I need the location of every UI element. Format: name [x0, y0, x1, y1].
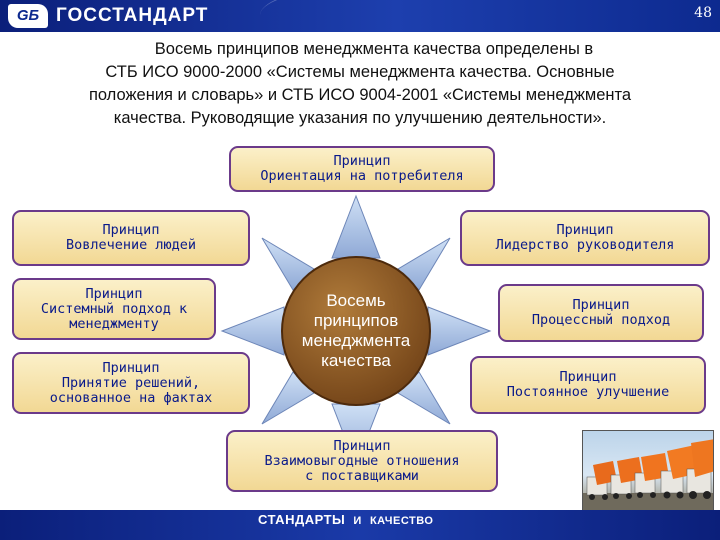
- principle-box-fact-based-decisions: [12, 352, 250, 414]
- principle-label: Принцип: [559, 369, 617, 385]
- org-name: ГОССТАНДАРТ: [56, 5, 209, 26]
- principle-label: Принцип: [556, 222, 614, 238]
- principle-box-leadership: [460, 210, 710, 266]
- center-line: качества: [321, 351, 391, 370]
- center-circle: [281, 256, 431, 406]
- footer-word: КАЧЕСТВО: [369, 515, 434, 527]
- principle-label: Принцип: [102, 222, 160, 238]
- ray-left: [222, 307, 284, 355]
- principle-box-continual-improvement: [470, 356, 706, 414]
- gosstandart-logo: GБ: [8, 4, 48, 28]
- principle-text: менеджменту: [69, 315, 159, 332]
- intro-line: Восемь принципов менеджмента качества определены в: [154, 40, 594, 58]
- ray-top: [332, 196, 380, 258]
- page-number: 48: [694, 5, 712, 21]
- principle-label: Принцип: [333, 153, 391, 169]
- intro-line: СТБ ИСО 9000-2000 «Системы менеджмента качества. Основные: [105, 63, 615, 81]
- principle-box-process-approach: [498, 284, 704, 342]
- center-line: принципов: [313, 311, 399, 330]
- principle-text: Системный подход к: [40, 300, 188, 317]
- principle-text: Взаимовыгодные отношения: [264, 452, 460, 469]
- principle-text: Вовлечение людей: [65, 237, 197, 253]
- principle-box-supplier-relations: [226, 430, 498, 492]
- principle-text: Постоянное улучшение: [506, 384, 670, 400]
- principle-label: Принцип: [102, 359, 160, 376]
- principle-box-involvement: [12, 210, 250, 266]
- principle-text: Ориентация на потребителя: [260, 168, 464, 184]
- footer-word: И: [353, 515, 362, 527]
- ray-right: [428, 307, 490, 355]
- principle-label: Принцип: [333, 437, 391, 454]
- principle-label: Принцип: [85, 285, 143, 302]
- principle-text: Принятие решений,: [61, 374, 201, 391]
- principle-box-system-approach: [12, 278, 216, 340]
- intro-line: качества. Руководящие указания по улучшению деятельности».: [113, 109, 607, 127]
- principle-text: Лидерство руководителя: [495, 237, 675, 253]
- principle-text: Процессный подход: [531, 312, 671, 328]
- intro-line: положения и словарь» и СТБ ИСО 9004-2001 «Системы менеджмента: [88, 86, 632, 104]
- principle-text: с поставщиками: [305, 467, 419, 484]
- center-line: менеджмента: [301, 331, 411, 350]
- principle-label: Принцип: [572, 297, 630, 313]
- center-line: Восемь: [326, 291, 386, 310]
- principle-box-customer-focus: [229, 146, 495, 192]
- footer-word: СТАНДАРТЫ: [258, 512, 346, 527]
- footer-caption: [258, 512, 433, 527]
- principle-text: основанное на фактах: [49, 389, 213, 406]
